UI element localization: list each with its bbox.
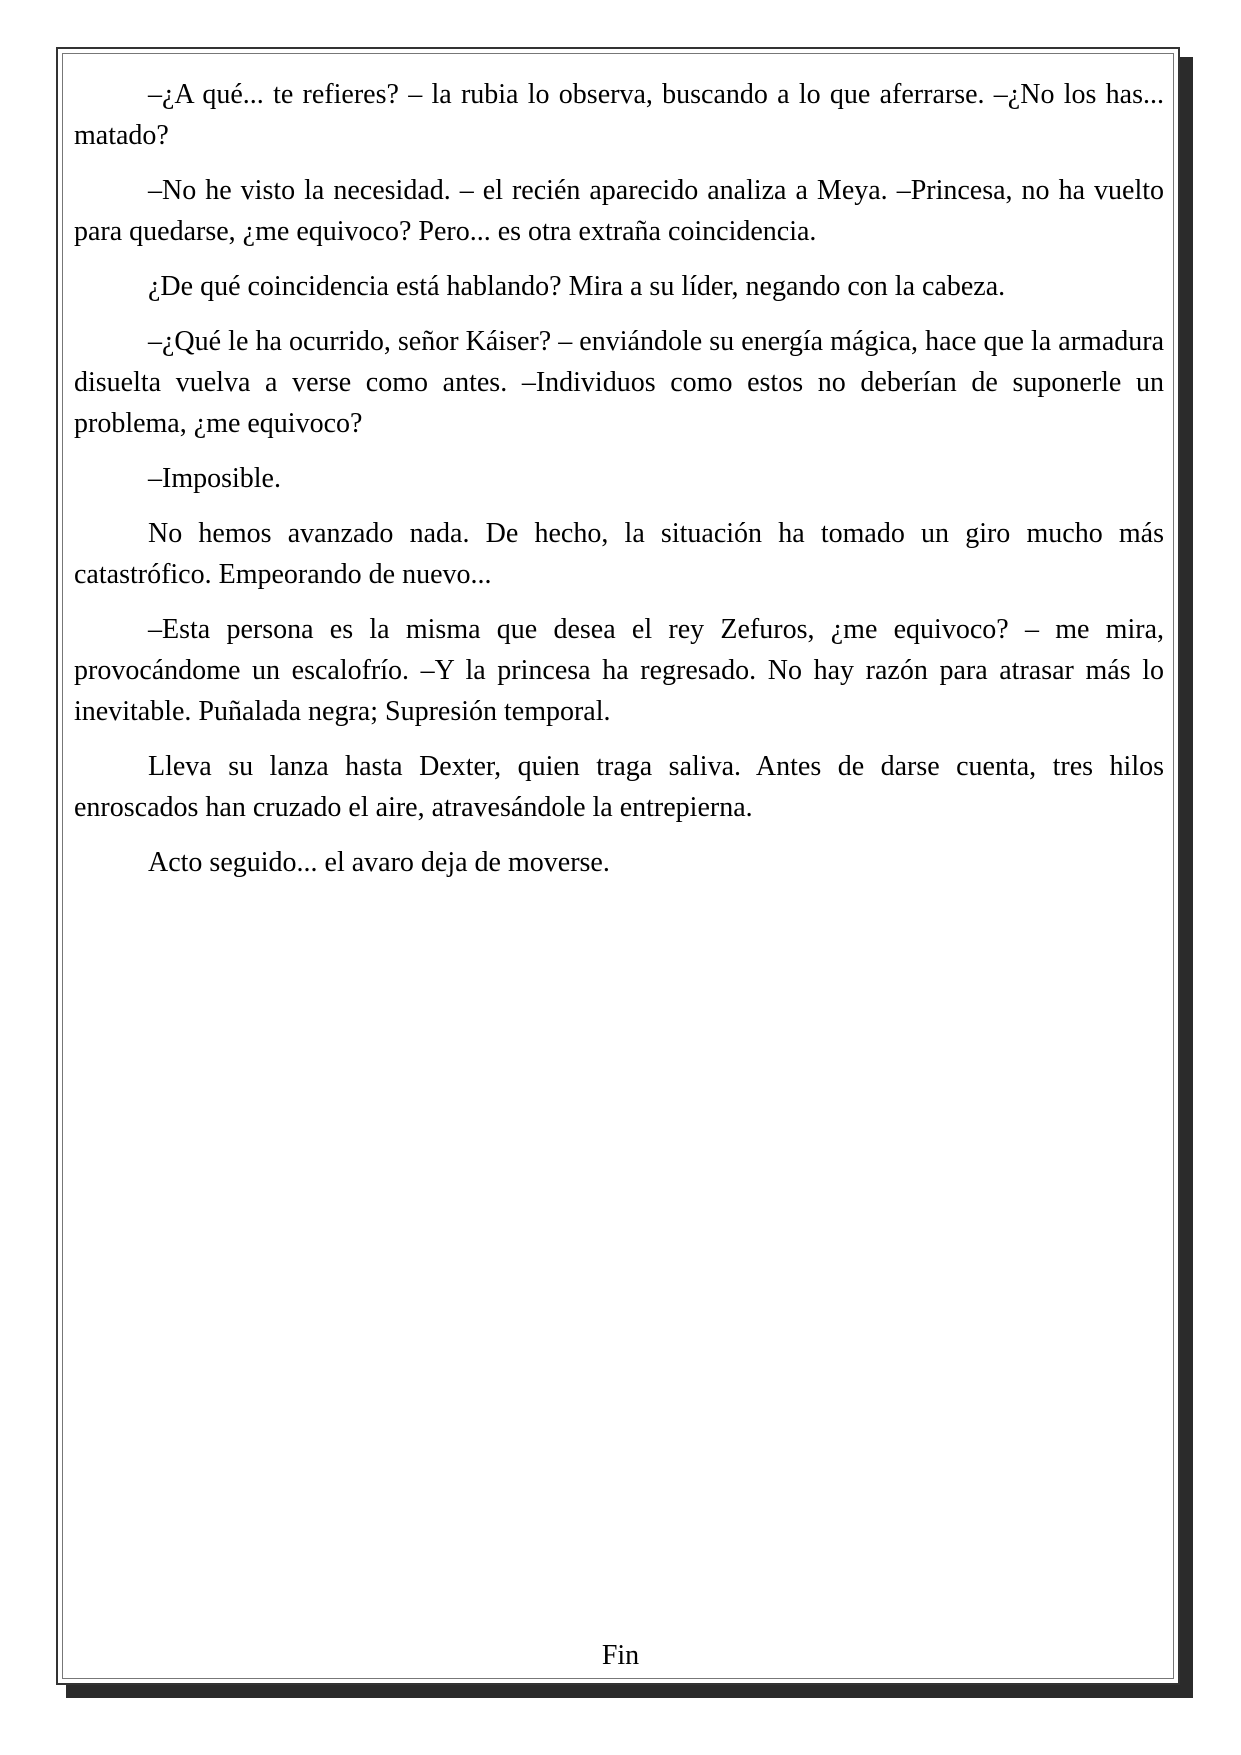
paragraph: ¿De qué coincidencia está hablando? Mira a su líder, negando con la cabeza. bbox=[148, 271, 1006, 302]
paragraph: No hemos avanzado nada. De hecho, la situación ha tomado un giro mucho más catastrófico. Empeorando de nuevo... bbox=[74, 518, 1164, 590]
paragraph: –Esta persona es la misma que desea el rey Zefuros, ¿me equivoco? – me mira, provocándome un escalofrío. –Y la princesa ha regresado. No hay razón para atrasar más lo inevitable. Puñalada negra; Supresión temporal. bbox=[74, 614, 1164, 727]
paragraph: Lleva su lanza hasta Dexter, quien traga saliva. Antes de darse cuenta, tres hilos enroscados han cruzado el aire, atravesándole la entrepierna. bbox=[74, 751, 1164, 823]
paragraph: Acto seguido... el avaro deja de moverse. bbox=[148, 847, 610, 878]
paragraph: –Imposible. bbox=[148, 463, 281, 494]
paragraph: –No he visto la necesidad. – el recién aparecido analiza a Meya. –Princesa, no ha vuelto para quedarse, ¿me equivoco? Pero... es otra extraña coincidencia. bbox=[74, 175, 1164, 247]
page-text bbox=[74, 74, 1164, 897]
paragraph: –¿Qué le ha ocurrido, señor Káiser? – enviándole su energía mágica, hace que la armadura disuelta vuelva a verse como antes. –Individuos como estos no deberían de suponerle un problema, ¿me equivoco? bbox=[74, 326, 1164, 439]
paragraph: –¿A qué... te refieres? – la rubia lo observa, buscando a lo que aferrarse. –¿No los has... matado? bbox=[74, 79, 1164, 151]
ending-label: Fin bbox=[601, 1640, 640, 1671]
